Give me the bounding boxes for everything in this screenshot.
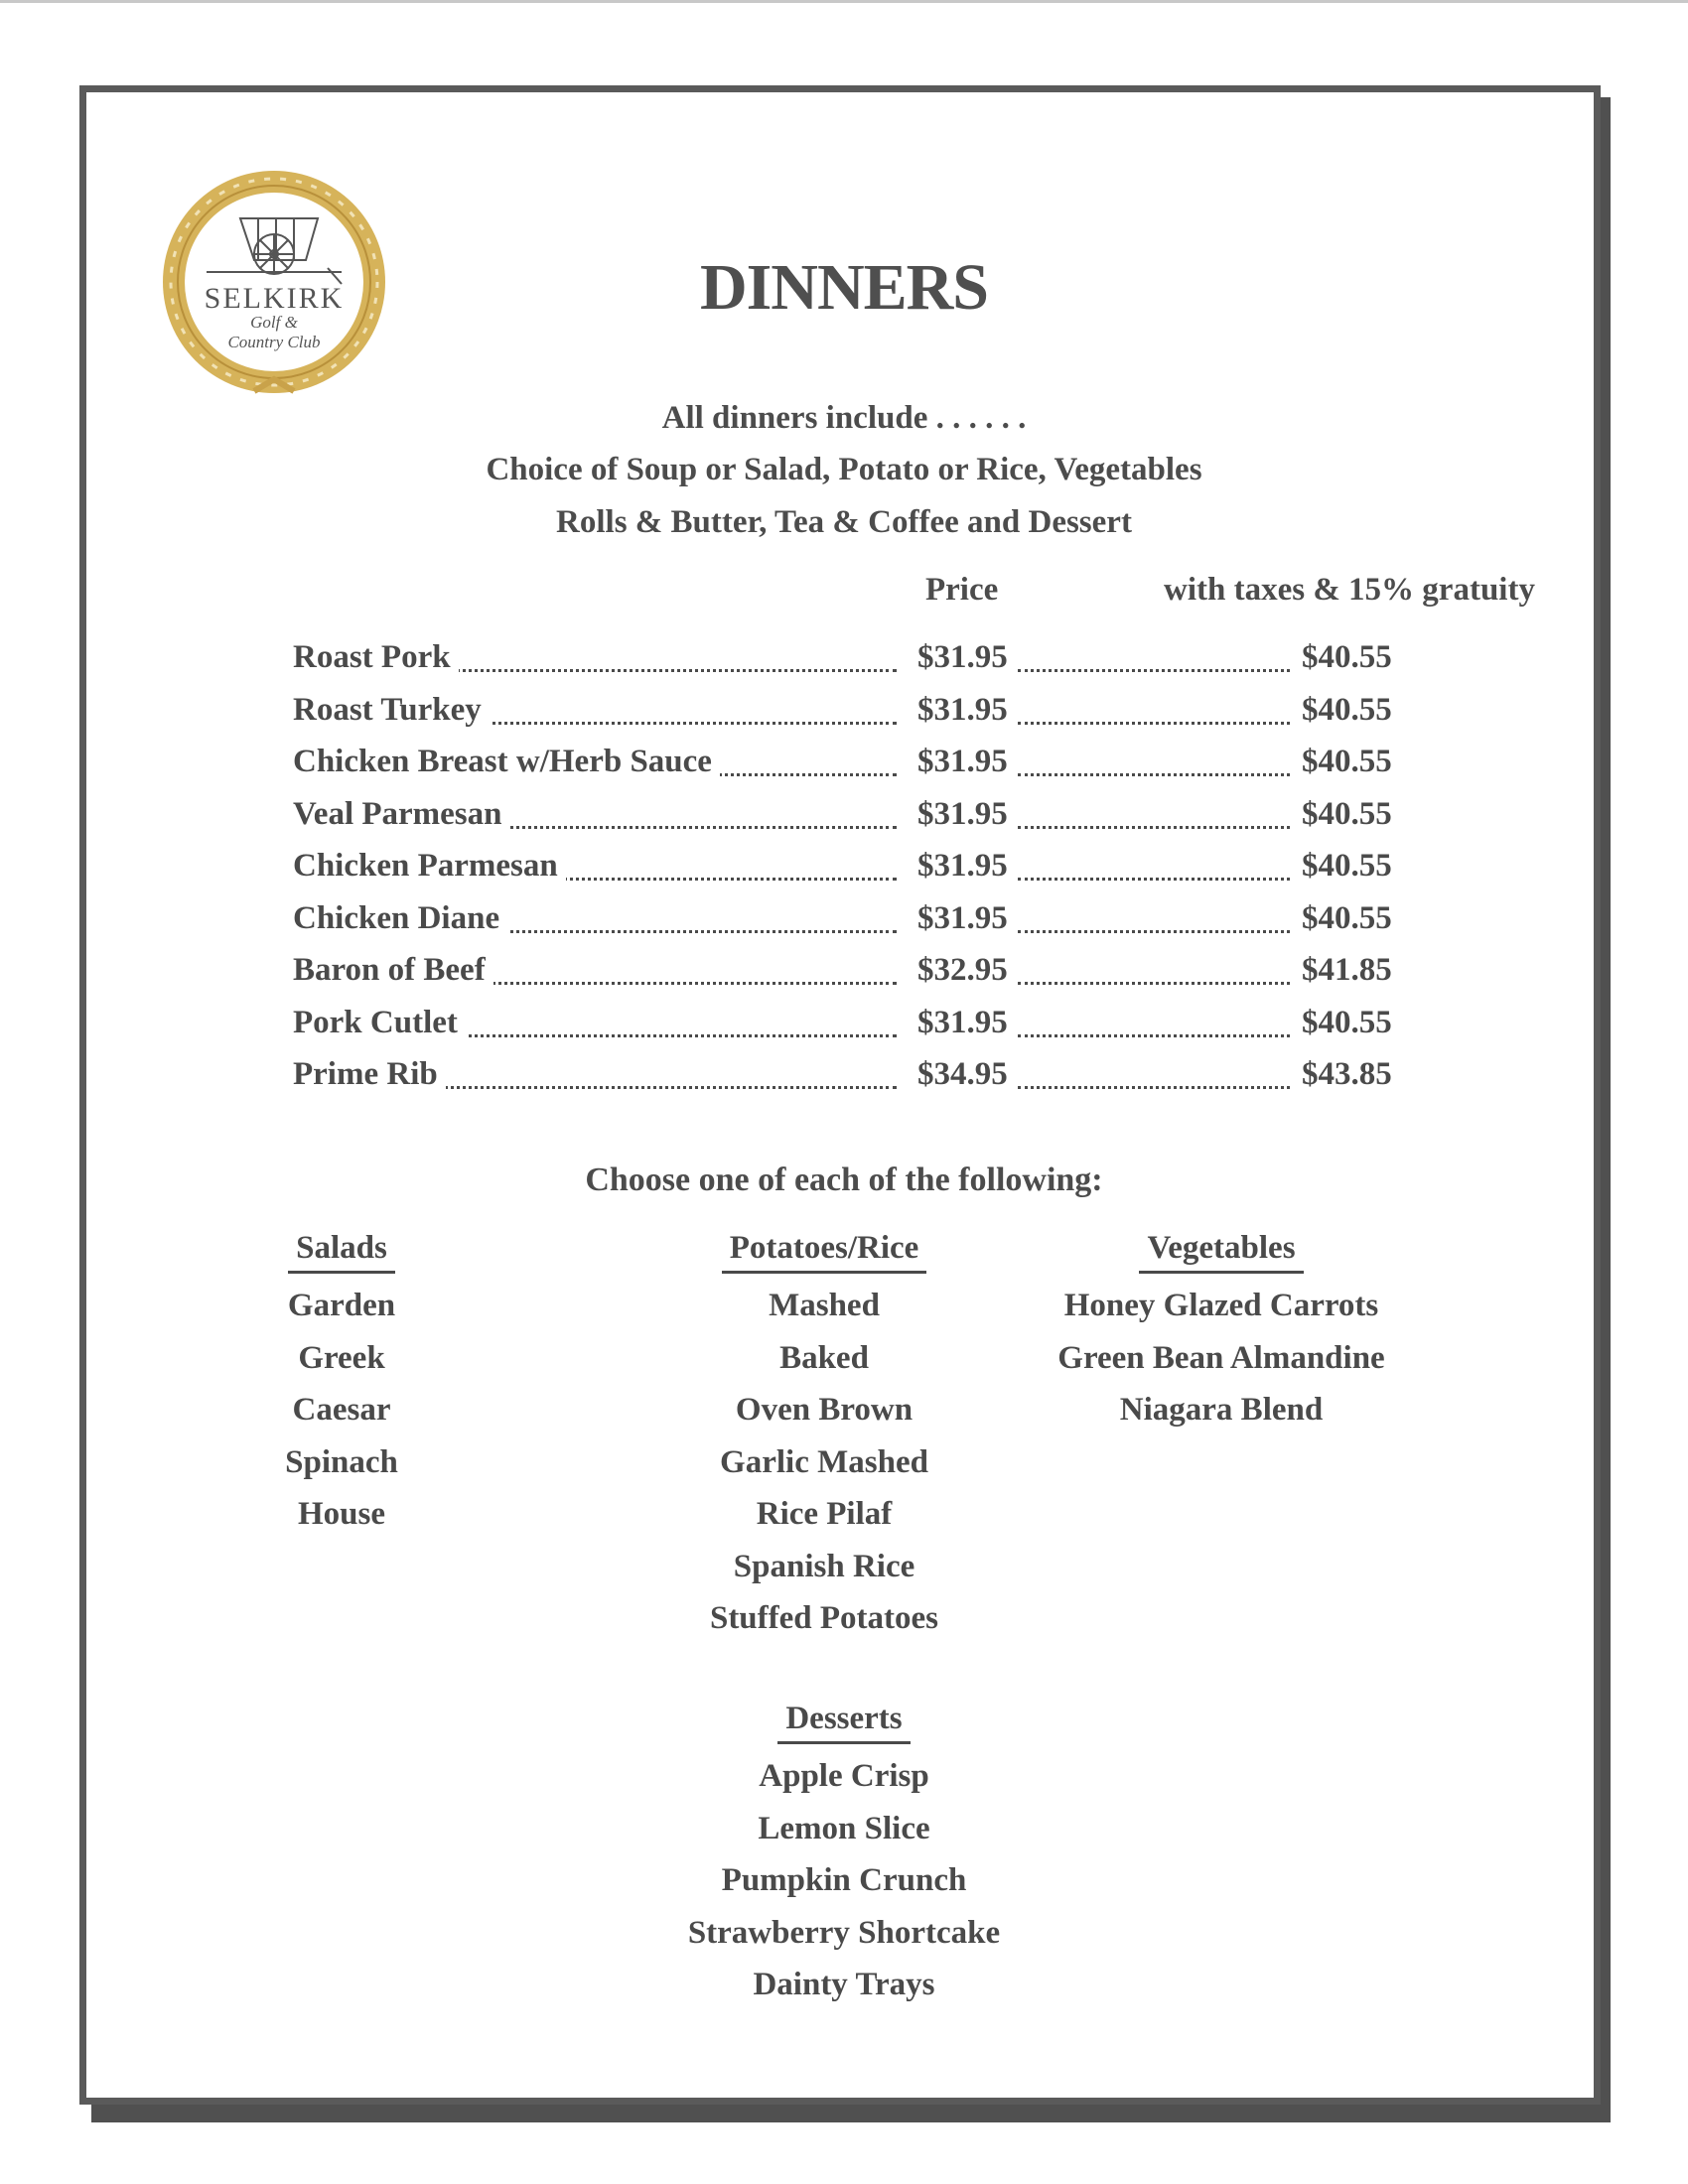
- dish-price: $31.95: [912, 900, 1014, 937]
- leader-dots: [1018, 878, 1290, 881]
- dinner-row: [291, 900, 1393, 944]
- club-line2: Country Club: [227, 333, 321, 351]
- leader-dots: [1018, 826, 1290, 829]
- dessert-item: Pumpkin Crunch: [721, 1862, 967, 1898]
- page-title: DINNERS: [699, 251, 989, 324]
- club-name: SELKIRK: [204, 282, 345, 315]
- potato-item: Mashed: [769, 1288, 880, 1323]
- dish-total: $40.55: [1296, 744, 1400, 780]
- vegetable-item: Honey Glazed Carrots: [1063, 1288, 1379, 1323]
- choose-heading: Choose one of each of the following:: [585, 1161, 1103, 1198]
- potato-item: Stuffed Potatoes: [709, 1600, 939, 1636]
- top-edge-line: [0, 0, 1688, 3]
- potato-item: Spanish Rice: [733, 1548, 915, 1584]
- salad-item: House: [297, 1496, 385, 1532]
- salads-heading: Salads: [288, 1227, 395, 1274]
- dish-total: $40.55: [1296, 796, 1400, 833]
- dish-total: $40.55: [1296, 900, 1400, 937]
- dinner-row: [291, 848, 1393, 891]
- dessert-item: Strawberry Shortcake: [687, 1914, 1001, 1951]
- leader-dots: [1018, 773, 1290, 776]
- club-line1: Golf &: [250, 313, 298, 332]
- price-column-header: Price: [925, 572, 999, 608]
- salad-item: Spinach: [285, 1443, 398, 1480]
- dinner-row: [291, 952, 1393, 996]
- dish-name: Chicken Breast w/Herb Sauce: [293, 744, 720, 780]
- leader-dots: [1018, 669, 1290, 672]
- potato-item: Oven Brown: [735, 1392, 914, 1428]
- dinner-row: [291, 1005, 1393, 1048]
- intro-line-3: Rolls & Butter, Tea & Coffee and Dessert: [556, 504, 1132, 540]
- dish-name: Pork Cutlet: [293, 1005, 466, 1041]
- dish-name: Roast Turkey: [293, 692, 490, 729]
- salad-item: Greek: [298, 1339, 385, 1376]
- dish-price: $31.95: [912, 848, 1014, 885]
- dish-name: Prime Rib: [293, 1056, 446, 1093]
- dinner-row: [291, 744, 1393, 787]
- potato-item: Baked: [779, 1339, 869, 1376]
- dinner-row: [291, 639, 1393, 683]
- dish-name: Roast Pork: [293, 639, 459, 676]
- dish-price: $31.95: [912, 744, 1014, 780]
- dessert-item: Apple Crisp: [759, 1758, 929, 1794]
- dish-name: Chicken Parmesan: [293, 848, 566, 885]
- leader-dots: [1018, 1086, 1290, 1089]
- intro-line-1: All dinners include . . . . . .: [661, 400, 1027, 436]
- dish-total: $40.55: [1296, 639, 1400, 676]
- dish-price: $34.95: [912, 1056, 1014, 1093]
- dish-price: $31.95: [912, 692, 1014, 729]
- leader-dots: [1018, 1034, 1290, 1037]
- desserts-heading: Desserts: [777, 1698, 910, 1744]
- dinner-row: [291, 692, 1393, 736]
- dish-total: $43.85: [1296, 1056, 1400, 1093]
- dinner-row: [291, 796, 1393, 840]
- vegetables-section: [1033, 1227, 1410, 1436]
- dish-name: Veal Parmesan: [293, 796, 510, 833]
- dish-name: Chicken Diane: [293, 900, 507, 937]
- vegetables-heading: Vegetables: [1139, 1227, 1303, 1274]
- dish-total: $40.55: [1296, 692, 1400, 729]
- dish-price: $31.95: [912, 639, 1014, 676]
- salads-section: [232, 1227, 451, 1541]
- dessert-item: Lemon Slice: [758, 1810, 930, 1846]
- dish-total: $40.55: [1296, 1005, 1400, 1041]
- salad-item: Garden: [287, 1288, 396, 1323]
- dish-price: $31.95: [912, 1005, 1014, 1041]
- dish-name: Baron of Beef: [293, 952, 493, 989]
- dish-price: $32.95: [912, 952, 1014, 989]
- potato-item: Garlic Mashed: [720, 1443, 928, 1480]
- leader-dots: [1018, 930, 1290, 933]
- potato-item: Rice Pilaf: [756, 1496, 893, 1532]
- total-column-header: with taxes & 15% gratuity: [1164, 572, 1535, 608]
- dessert-item: Dainty Trays: [753, 1967, 935, 2002]
- dinner-row: [291, 1056, 1393, 1100]
- dish-total: $41.85: [1296, 952, 1400, 989]
- potatoes-section: [655, 1227, 993, 1645]
- dish-price: $31.95: [912, 796, 1014, 833]
- dish-total: $40.55: [1296, 848, 1400, 885]
- leader-dots: [1018, 982, 1290, 985]
- vegetable-item: Niagara Blend: [1119, 1392, 1324, 1428]
- leader-dots: [1018, 722, 1290, 725]
- potatoes-heading: Potatoes/Rice: [722, 1227, 927, 1274]
- intro-line-2: Choice of Soup or Salad, Potato or Rice, Vegetables: [486, 452, 1202, 487]
- salad-item: Caesar: [292, 1392, 391, 1428]
- vegetable-item: Green Bean Almandine: [1057, 1339, 1385, 1376]
- desserts-section: [645, 1698, 1043, 2011]
